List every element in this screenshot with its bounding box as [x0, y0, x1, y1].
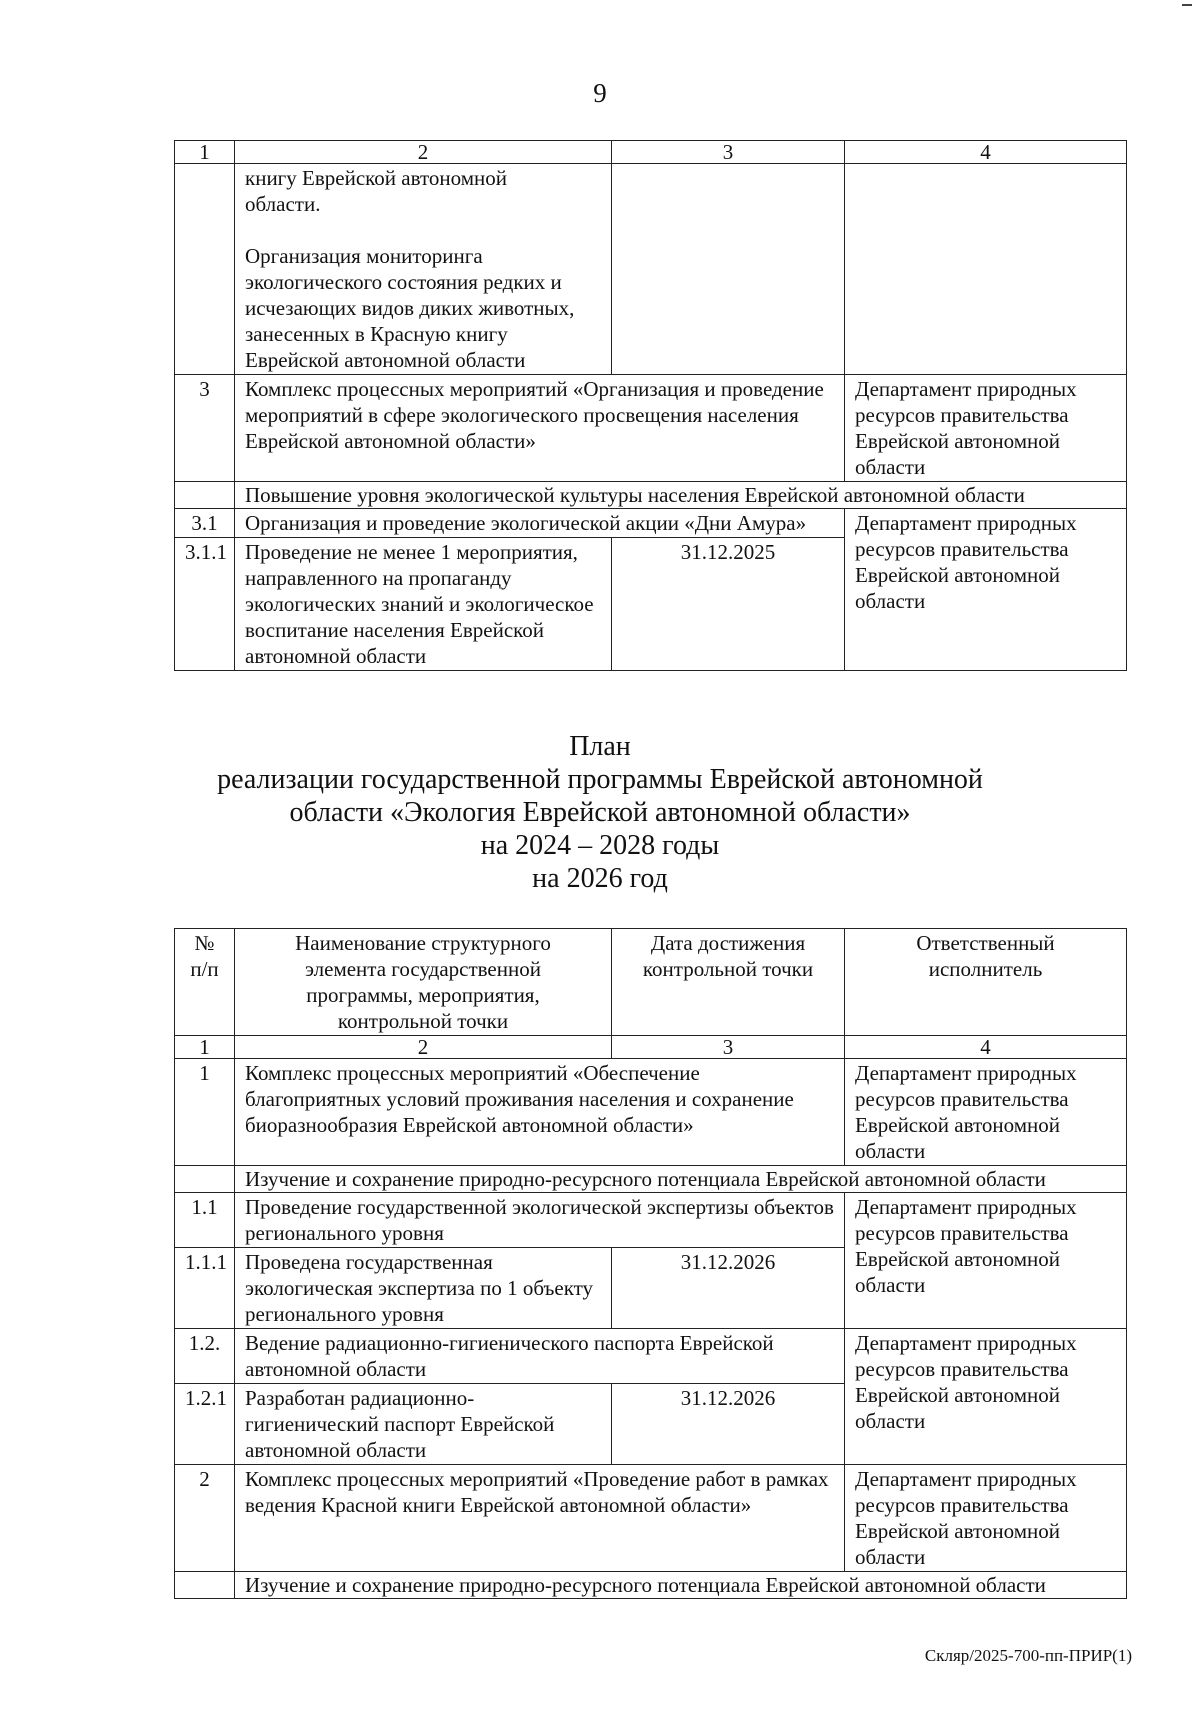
name-cell: Комплекс процессных мероприятий «Обеспечение благоприятных условий проживания населения и сохранение биоразнообразия Еврейской автономной области» [235, 1059, 845, 1166]
num-cell: 2 [175, 1465, 235, 1572]
plan-title-line: реализации государственной программы Еврейской автономной [217, 764, 983, 795]
num-cell: 3.1 [175, 509, 235, 538]
name-cell: Разработан радиационно-гигиенический паспорт Еврейской автономной области [235, 1384, 612, 1465]
num-cell: 1.1 [175, 1193, 235, 1248]
column-index-cell: 3 [612, 141, 845, 164]
column-index-cell: 4 [845, 141, 1127, 164]
plan-title-line: области «Экология Еврейской автономной области» [289, 797, 911, 828]
name-line: экологического состояния редких и [245, 270, 562, 294]
column-index-cell: 2 [235, 1036, 612, 1059]
name-line: книгу Еврейской автономной [245, 166, 508, 190]
plan-title [0, 730, 1200, 895]
plan-title-line: на 2026 год [532, 863, 668, 894]
table-row [175, 375, 1127, 482]
name-line: Еврейской автономной области [245, 348, 526, 372]
column-index-cell: 1 [175, 141, 235, 164]
header-num: № п/п [175, 929, 235, 1036]
responsible-cell: Департамент природных ресурсов правительства Еврейской автономной области [845, 1329, 1127, 1465]
num-cell: 1 [175, 1059, 235, 1166]
section-title: Изучение и сохранение природно-ресурсного потенциала Еврейской автономной области [235, 1572, 1127, 1599]
column-index-cell: 2 [235, 141, 612, 164]
date-cell: 31.12.2026 [612, 1384, 845, 1465]
column-index-cell: 3 [612, 1036, 845, 1059]
column-index-cell: 1 [175, 1036, 235, 1059]
name-line: области. [245, 192, 321, 216]
column-index-cell: 4 [845, 1036, 1127, 1059]
table-row [175, 1329, 1127, 1384]
header-row [175, 929, 1127, 1036]
name-cell: Комплекс процессных мероприятий «Организация и проведение мероприятий в сфере экологического просвещения населения Еврейской автономной области» [235, 375, 845, 482]
column-index-row [175, 1036, 1127, 1059]
date-cell [612, 164, 845, 375]
page-number: 9 [593, 78, 607, 108]
responsible-cell: Департамент природных ресурсов правительства Еврейской автономной области [845, 1465, 1127, 1572]
responsible-cell: Департамент природных ресурсов правительства Еврейской автономной области [845, 1193, 1127, 1329]
num-cell [175, 482, 235, 509]
section-title: Изучение и сохранение природно-ресурсного потенциала Еврейской автономной области [235, 1166, 1127, 1193]
name-line: Организация мониторинга [245, 244, 483, 268]
header-name: Наименование структурного элемента государственной программы, мероприятия, контрольной точки [235, 929, 612, 1036]
num-cell [175, 1572, 235, 1599]
section-row [175, 1166, 1127, 1193]
section-row [175, 482, 1127, 509]
num-cell: 3.1.1 [175, 538, 235, 671]
num-cell: 3 [175, 375, 235, 482]
name-cell: Ведение радиационно-гигиенического паспорта Еврейской автономной области [235, 1329, 845, 1384]
num-cell: 1.2. [175, 1329, 235, 1384]
document-code: Скляр/2025-700-пп-ПРИР(1) [924, 1646, 1132, 1665]
table-row [175, 1059, 1127, 1166]
name-cell: Проведение государственной экологической экспертизы объектов регионального уровня [235, 1193, 845, 1248]
date-cell: 31.12.2025 [612, 538, 845, 671]
name-cell: Проведена государственная экологическая экспертиза по 1 объекту регионального уровня [235, 1248, 612, 1329]
name-line: исчезающих видов диких животных, [245, 296, 575, 320]
num-cell: 1.2.1 [175, 1384, 235, 1465]
continued-row [175, 164, 1127, 375]
name-cell: Комплекс процессных мероприятий «Проведение работ в рамках ведения Красной книги Еврейской автономной области» [235, 1465, 845, 1572]
table-row [175, 1193, 1127, 1248]
name-line: занесенных в Красную книгу [245, 322, 508, 346]
num-cell [175, 164, 235, 375]
responsible-cell [845, 164, 1127, 375]
date-cell: 31.12.2026 [612, 1248, 845, 1329]
column-index-row [175, 141, 1127, 164]
plan-table [174, 928, 1127, 1599]
header-date: Дата достижения контрольной точки [612, 929, 845, 1036]
table-row [175, 509, 1127, 538]
table-row [175, 1465, 1127, 1572]
name-cell: Проведение не менее 1 мероприятия, направленного на пропаганду экологических знаний и экологическое воспитание населения Еврейской автономной области [235, 538, 612, 671]
name-cell: Организация и проведение экологической акции «Дни Амура» [235, 509, 845, 538]
section-title: Повышение уровня экологической культуры населения Еврейской автономной области [235, 482, 1127, 509]
responsible-cell: Департамент природных ресурсов правительства Еврейской автономной области [845, 509, 1127, 671]
responsible-cell: Департамент природных ресурсов правительства Еврейской автономной области [845, 375, 1127, 482]
header-responsible: Ответственный исполнитель [845, 929, 1127, 1036]
continuation-table [174, 140, 1127, 671]
section-row [175, 1572, 1127, 1599]
num-cell: 1.1.1 [175, 1248, 235, 1329]
name-cell [235, 164, 612, 375]
scan-edge-mark [1182, 4, 1192, 6]
plan-title-line: на 2024 – 2028 годы [480, 830, 720, 861]
responsible-cell: Департамент природных ресурсов правительства Еврейской автономной области [845, 1059, 1127, 1166]
num-cell [175, 1166, 235, 1193]
plan-title-line: План [569, 731, 631, 762]
